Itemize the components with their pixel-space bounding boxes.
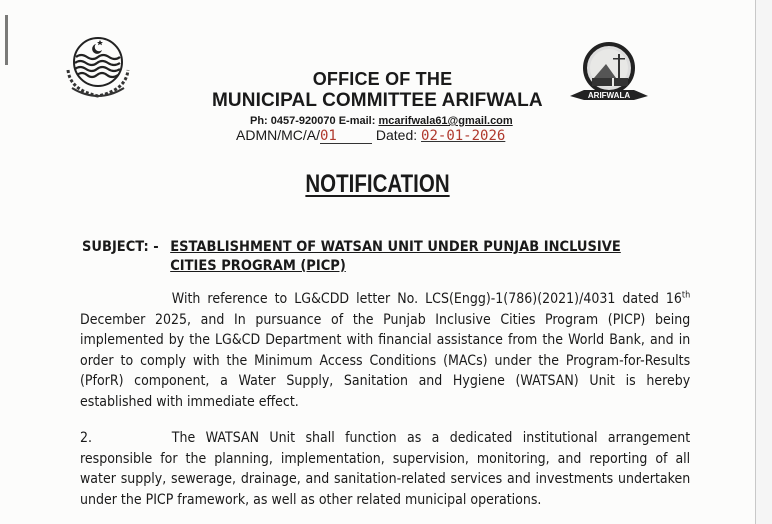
subject-text-line-1: ESTABLISHMENT OF WATSAN UNIT UNDER PUNJAB INCLUSIVE xyxy=(170,239,621,255)
paragraph-2: 2. The WATSAN Unit shall function as a dedicated institutional arrangement responsible for the planning, implementation, supervision, monitoring, and reporting of all water supply, sewerage, drainage, and sanitation-related services and investments undertaken under the PICP framework, as well as other related municipal operations. xyxy=(80,430,691,508)
punjab-government-emblem-icon xyxy=(60,30,136,106)
reference-line xyxy=(236,127,505,144)
date-value: 02-01-2026 xyxy=(421,128,506,144)
reference-prefix: ADMN/MC/A/ xyxy=(236,127,320,143)
paragraph-number: 2. xyxy=(80,430,93,446)
viewer-margin xyxy=(756,0,772,524)
contact-line: Ph: 0457-920070 E-mail: mcarifwala61@gmail.com xyxy=(250,115,513,127)
phone-number: 0457-920070 xyxy=(270,115,336,127)
svg-text:ARIFWALA: ARIFWALA xyxy=(587,91,631,100)
office-heading: OFFICE OF THE xyxy=(312,69,453,89)
reference-number: 01 xyxy=(320,129,372,144)
committee-heading: MUNICIPAL COMMITTEE ARIFWALA xyxy=(212,90,543,111)
page-title: NOTIFICATION xyxy=(305,170,450,198)
dated-label: Dated: xyxy=(375,127,418,143)
paragraph-1: With reference to LG&CDD letter No. LCS(Engg)-1(786)(2021)/4031 dated 16th December 2025, and In pursuance of the Punjab Inclusive Cities Program (PICP) being implemented by the LG&CD Department with financial assistance from the World Bank, and in order to comply with the Minimum Access Conditions (MACs) under the Program-for-Results (PforR) component, a Water Supply, Sanitation and Hygiene (WATSAN) Unit is hereby established with immediate effect. xyxy=(80,290,691,410)
email-address: mcarifwala61@gmail.com xyxy=(378,115,513,127)
subject-text-line-2: CITIES PROGRAM (PICP) xyxy=(170,258,346,274)
subject-label: SUBJECT: - xyxy=(82,239,159,255)
scan-edge-mark xyxy=(5,15,8,65)
subject-block xyxy=(82,238,621,276)
